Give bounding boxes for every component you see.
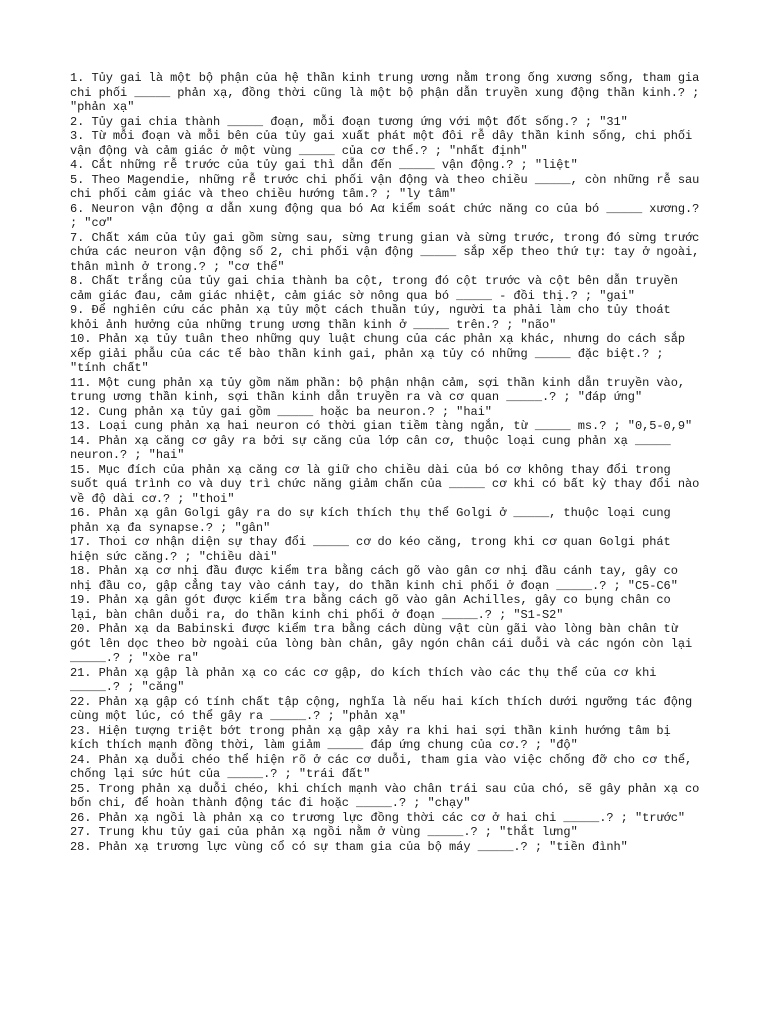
question-8: 8. Chất trắng của tủy gai chia thành ba cột, trong đó cột trước và cột bên dẫn truyền cảm giác đau, cảm giác nhiệt, cảm giác sờ nông qua bó _____ - đồi thị.? ; "gai" [70,274,678,303]
question-2: 2. Tủy gai chia thành _____ đoạn, mỗi đoạn tương ứng với một đốt sống.? ; "31" [70,114,628,129]
document-page [70,71,702,854]
question-28: 28. Phản xạ trương lực vùng cổ có sự tham gia của bộ máy _____.? ; "tiền đình" [70,839,628,854]
question-18: 18. Phản xạ cơ nhị đầu được kiểm tra bằng cách gõ vào gân cơ nhị đầu cánh tay, gây co nhị đầu co, gập cẳng tay vào cánh tay, do thần kinh chi phối ở đoạn _____.? ; "C5-C6" [70,564,678,593]
question-9: 9. Để nghiên cứu các phản xạ tủy một cách thuần túy, người ta phải làm cho tủy thoát khỏi ảnh hưởng của những trung ương thần kinh ở _____ trên.? ; "não" [70,303,671,332]
question-14: 14. Phản xạ căng cơ gây ra bởi sự căng của lớp cân cơ, thuộc loại cung phản xạ _____ neuron.? ; "hai" [70,433,671,462]
question-7: 7. Chất xám của tủy gai gồm sừng sau, sừng trung gian và sừng trước, trong đó sừng trước chứa các neuron vận động số 2, chi phối vận động _____ sắp xếp theo thứ tự: tay ở ngoài, thân mình ở trong.? ; "cơ thể" [70,230,700,274]
question-13: 13. Loại cung phản xạ hai neuron có thời gian tiềm tàng ngắn, từ _____ ms.? ; "0,5-0,9" [70,419,693,433]
question-16: 16. Phản xạ gân Golgi gây ra do sự kích thích thụ thể Golgi ở _____, thuộc loại cung phản xạ đa synapse.? ; "gân" [70,506,671,535]
question-5: 5. Theo Magendie, những rễ trước chi phối vận động và theo chiều _____, còn những rễ sau chi phối cảm giác và theo chiều hướng tâm.? ; "ly tâm" [70,172,700,201]
question-15: 15. Mục đích của phản xạ căng cơ là giữ cho chiều dài của bó cơ không thay đổi trong suốt quá trình co và duy trì chức năng giảm chấn của _____ cơ khi có bất kỳ thay đổi nào về độ dài cơ.? ; "thoi" [70,462,700,506]
question-17: 17. Thoi cơ nhận diện sự thay đổi _____ cơ do kéo căng, trong khi cơ quan Golgi phát hiện sức căng.? ; "chiều dài" [70,535,671,564]
question-4: 4. Cắt những rễ trước của tủy gai thì dẫn đến _____ vận động.? ; "liệt" [70,158,578,172]
question-23: 23. Hiện tượng triệt bớt trong phản xạ gập xảy ra khi hai sợi thần kinh hướng tâm bị kích thích mạnh đồng thời, làm giảm _____ đáp ứng chung của cơ.? ; "độ" [70,723,671,752]
question-20: 20. Phản xạ da Babinski được kiểm tra bằng cách dùng vật cùn gãi vào lòng bàn chân từ gót lên dọc theo bờ ngoài của lòng bàn chân, gây ngón chân cái duỗi và các ngón còn lại _____.? ; "xòe ra" [70,622,693,665]
question-24: 24. Phản xạ duỗi chéo thể hiện rõ ở các cơ duỗi, tham gia vào việc chống đỡ cho cơ thể, chống lại sức hút của _____.? ; "trái đất" [70,752,693,781]
question-10: 10. Phản xạ tủy tuân theo những quy luật chung của các phản xạ khác, nhưng do cách sắp xếp giải phẫu của các tế bào thần kinh gai, phản xạ tủy có những _____ đặc biệt.? ; "tính chất" [70,332,686,375]
question-19: 19. Phản xạ gân gót được kiểm tra bằng cách gõ vào gân Achilles, gây co bụng chân co lại, bàn chân duỗi ra, do thần kinh chi phối ở đoạn _____.? ; "S1-S2" [70,593,671,622]
question-21: 21. Phản xạ gập là phản xạ co các cơ gập, do kích thích vào các thụ thể của cơ khi _____.? ; "căng" [70,665,657,694]
question-1: 1. Tủy gai là một bộ phận của hệ thần kinh trung ương nằm trong ống xương sống, tham gia chi phối _____ phản xạ, đồng thời cũng là một bộ phận dẫn truyền xung động thần kinh.? ; "phản xạ" [70,71,700,114]
question-26: 26. Phản xạ ngồi là phản xạ co trương lực đồng thời các cơ ở hai chi _____.? ; "trước" [70,810,686,825]
question-6: 6. Neuron vận động α dẫn xung động qua bó Aα kiểm soát chức năng co của bó _____ xương.? ; "cơ" [70,201,700,230]
question-27: 27. Trung khu tủy gai của phản xạ ngồi nằm ở vùng _____.? ; "thắt lưng" [70,825,578,839]
question-22: 22. Phản xạ gập có tính chất tập cộng, nghĩa là nếu hai kích thích dưới ngưỡng tác động cùng một lúc, có thể gây ra _____.? ; "phản xạ" [70,694,693,723]
question-12: 12. Cung phản xạ tủy gai gồm _____ hoặc ba neuron.? ; "hai" [70,404,492,419]
question-25: 25. Trong phản xạ duỗi chéo, khi chích mạnh vào chân trái sau của chó, sẽ gây phản xạ co bốn chi, để hoàn thành động tác đi hoặc _____.? ; "chạy" [70,781,700,810]
question-11: 11. Một cung phản xạ tủy gồm năm phần: bộ phận nhận cảm, sợi thần kinh dẫn truyền vào, trung ương thần kinh, sợi thần kinh dẫn truyền ra và cơ quan _____.? ; "đáp ứng" [70,375,686,404]
question-3: 3. Từ mỗi đoạn và mỗi bên của tủy gai xuất phát một đôi rễ dây thần kinh sống, chi phối vận động và cảm giác ở một vùng _____ của cơ thể.? ; "nhất định" [70,129,693,158]
